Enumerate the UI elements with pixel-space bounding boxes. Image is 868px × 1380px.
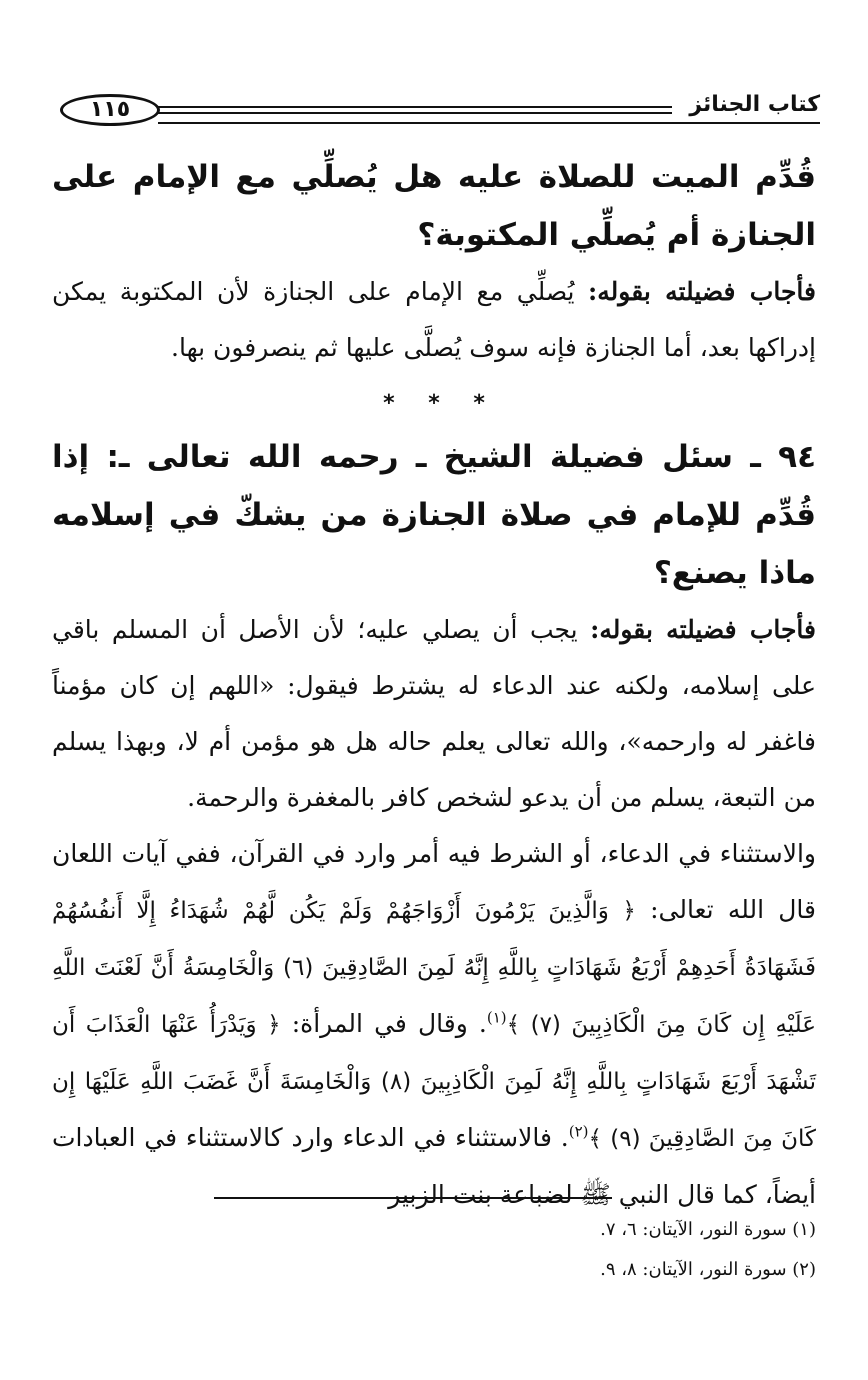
footnote-1: (١) سورة النور، الآيتان: ٦، ٧. <box>600 1219 816 1240</box>
footnote-ref-2: (٢) <box>568 1122 589 1141</box>
page-header <box>52 92 820 136</box>
footnote-ref-1: (١) <box>486 1008 507 1027</box>
question-94: ٩٤ ـ سئل فضيلة الشيخ ـ رحمه الله تعالى ـ: إذا قُدِّم للإمام في صلاة الجنازة من يشكّ في إسلامه ماذا يصنع؟ <box>52 439 816 591</box>
paragraph-text: . وقال في المرأة: <box>280 1009 487 1038</box>
question-continuation: قُدِّم الميت للصلاة عليه هل يُصلِّي مع الإمام على الجنازة أم يُصلِّي المكتوبة؟ <box>52 159 816 253</box>
answer-text: يُصلِّي مع الإمام على الجنازة لأن المكتوبة يمكن إدراكها بعد، أما الجنازة فإنه سوف يُصلَّى عليها ثم ينصرفون بها. <box>52 277 816 362</box>
page-number: ١١٥ <box>60 94 160 126</box>
book-title: كتاب الجنائز <box>689 92 820 117</box>
page-content <box>52 148 816 1223</box>
section-separator: * * * <box>383 391 485 416</box>
answer-lead: فأجاب فضيلته بقوله: <box>588 277 816 306</box>
paragraph-text: والاستثناء في الدعاء، أو الشرط فيه أمر وارد في القرآن، ففي آيات اللعان قال الله تعالى: <box>52 839 817 924</box>
footnote-2: (٢) سورة النور، الآيتان: ٨، ٩. <box>600 1259 816 1280</box>
header-underline <box>158 122 820 124</box>
footnote-rule <box>214 1197 612 1199</box>
quran-verse-2: ﴿ وَيَدْرَأُ عَنْهَا الْعَذَابَ أَن تَشْهَدَ أَرْبَعَ شَهَادَاتٍ بِاللَّهِ إِنَّهُ لَمِنَ الْكَاذِبِينَ (٨) وَالْخَامِسَةَ أَنَّ غَضَبَ اللَّهِ عَلَيْهَا إِن كَانَ مِنَ الصَّادِقِينَ (٩) ﴾ <box>52 1012 817 1152</box>
footnotes <box>52 1210 816 1290</box>
answer-lead: فأجاب فضيلته بقوله: <box>590 615 816 644</box>
answer-paragraph-1 <box>52 264 816 376</box>
paragraph-3 <box>52 826 816 1223</box>
answer-text: يجب أن يصلي عليه؛ لأن الأصل أن المسلم باقي على إسلامه، ولكنه عند الدعاء له يشترط فيقول: «اللهم إن كان مؤمناً فاغفر له وارحمه»، والله تعالى يعلم حاله هل هو مؤمن أم لا، وبهذا يسلم من التبعة، يسلم من أن يدعو لشخص كافر بالمغفرة والرحمة. <box>52 615 816 812</box>
paragraph-text: . فالاستثناء في الدعاء وارد كالاستثناء في العبادات أيضاً، كما قال النبي ﷺ لضباعة بنت الزبير <box>52 1123 816 1209</box>
quran-verse-1: ﴿ وَالَّذِينَ يَرْمُونَ أَزْوَاجَهُمْ وَلَمْ يَكُن لَّهُمْ شُهَدَاءُ إِلَّا أَنفُسُهُمْ فَشَهَادَةُ أَحَدِهِمْ أَرْبَعُ شَهَادَاتٍ بِاللَّهِ إِنَّهُ لَمِنَ الصَّادِقِينَ (٦) وَالْخَامِسَةُ أَنَّ لَعْنَتَ اللَّهِ عَلَيْهِ إِن كَانَ مِنَ الْكَاذِبِينَ (٧) ﴾ <box>52 898 817 1038</box>
answer-paragraph-2 <box>52 602 816 826</box>
header-double-rule <box>158 106 672 114</box>
